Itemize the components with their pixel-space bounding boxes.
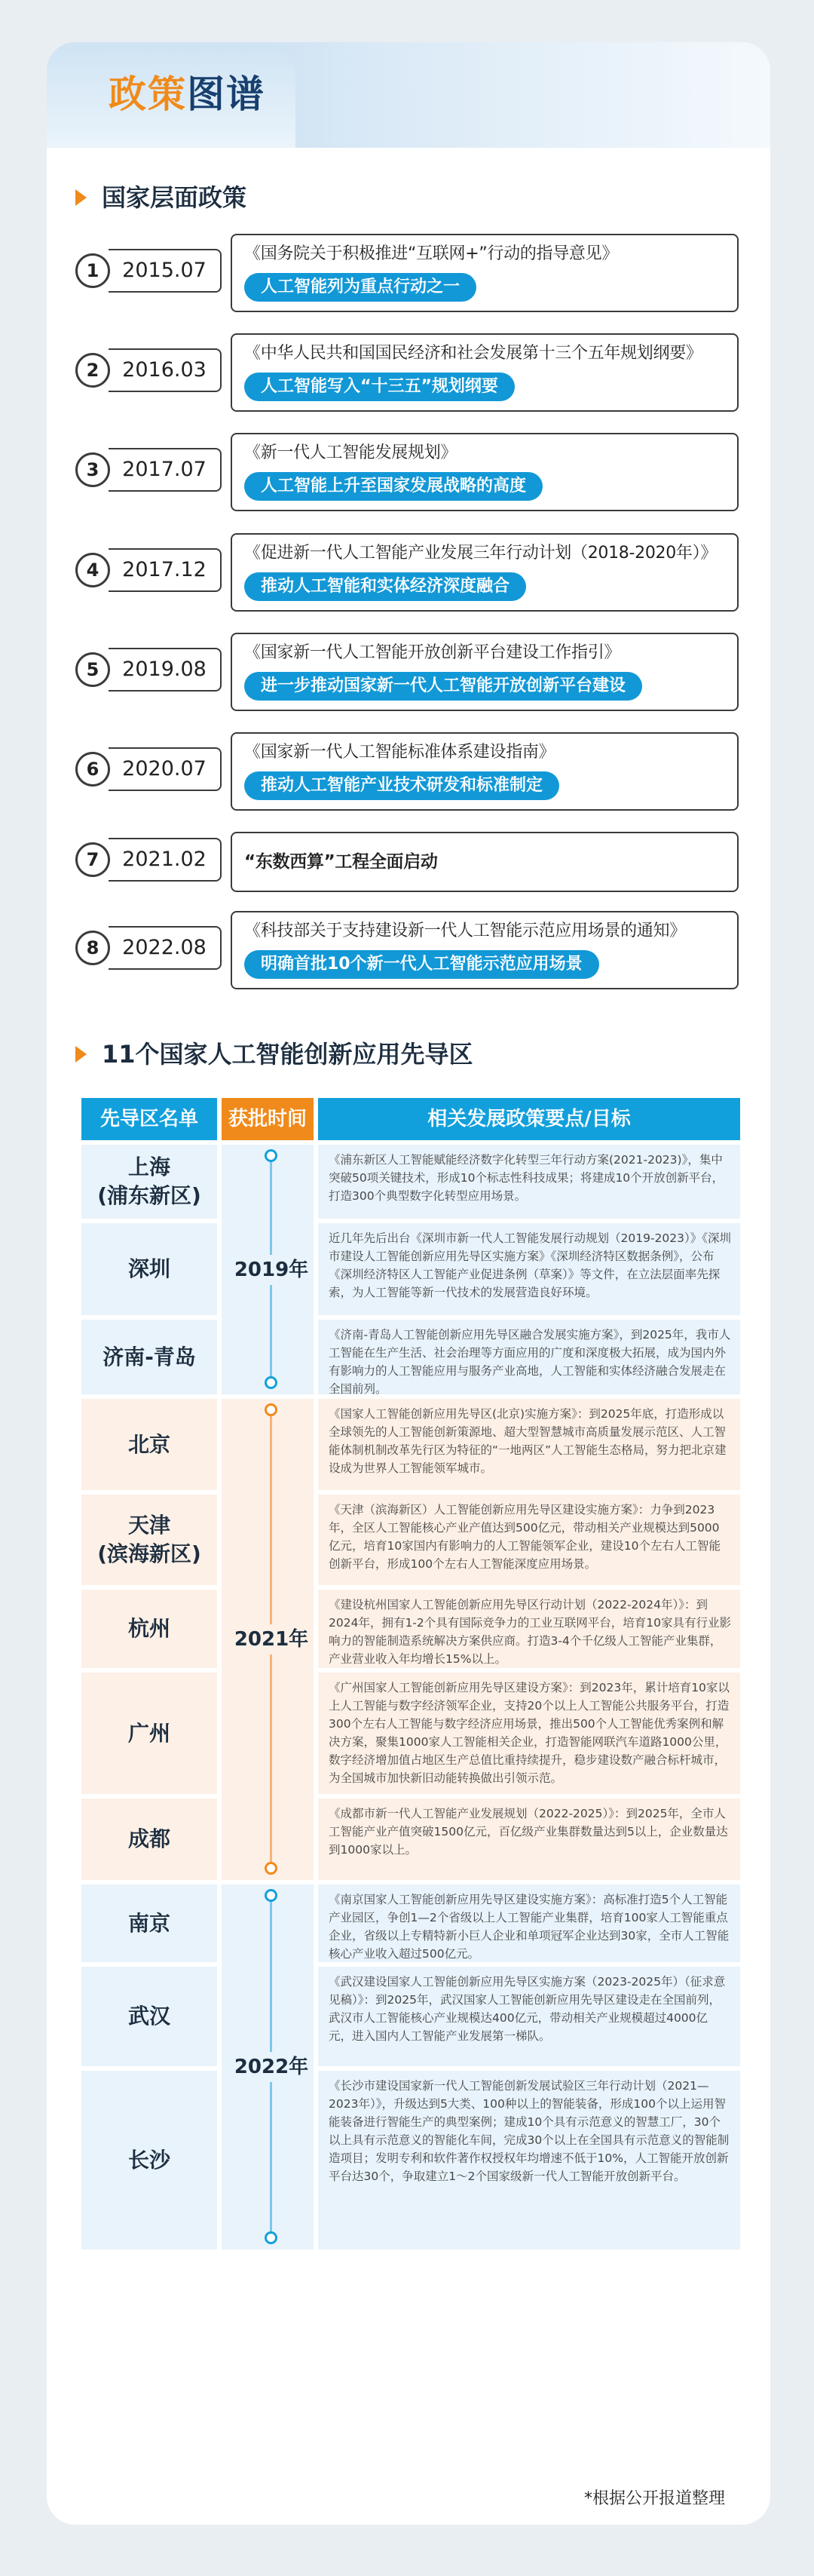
policy-item [75, 911, 739, 989]
policy-item [75, 234, 739, 312]
policy-number: 8 [75, 931, 110, 965]
policy-item [75, 732, 739, 811]
policy-document: 《促进新一代人工智能产业发展三年行动计划（2018-2020年）》 [244, 544, 718, 563]
policy-number: 6 [75, 752, 110, 787]
zone-name: 北京 [81, 1399, 217, 1490]
zone-name: 杭州 [81, 1590, 217, 1668]
timeline-dot [265, 1403, 277, 1416]
policy-document: 《国家新一代人工智能标准体系建设指南》 [244, 743, 555, 762]
timeline-dot [265, 1376, 277, 1389]
policy-tag: 人工智能上升至国家发展战略的高度 [244, 472, 543, 501]
approval-year: 2021年 [234, 1624, 309, 1654]
policy-date: 2019.08 [109, 648, 222, 692]
approval-year: 2022年 [234, 2052, 309, 2082]
zone-policy-text: 《济南-青岛人工智能创新应用先导区融合发展实施方案》，到2025年，我市人工智能在生产生活、社会治理等方面应用的广度和深度极大拓展，成为国内外有影响力的人工智能应用与服务产业高地，人工智能和实体经济融合发展走在全国前列。 [318, 1320, 740, 1394]
timeline-dot [265, 1149, 277, 1162]
zone-name: 武汉 [81, 1967, 217, 2066]
section-title-zones: 11个国家人工智能创新应用先导区 [75, 1039, 473, 1069]
zone-name: 上海 (浦东新区) [81, 1145, 217, 1219]
zone-policy-text: 《广州国家人工智能创新应用先导区建设方案》：到2023年，累计培育10家以上人工智能与数字经济领军企业，支持20个以上人工智能公共服务平台，打造300个左右人工智能与数字经济应用场景，推出500个人工智能优秀案例和解决方案，聚集1000家人工智能相关企业，打造智能网联汽车道路1000公里，数字经济增加值占地区生产总值比重持续提升，稳步建设数产融合标杆城市，为全国城市加快新旧动能转换做出引领示范。 [318, 1673, 740, 1794]
timeline-dot [265, 1889, 277, 1902]
zone-policy-text: 《建设杭州国家人工智能创新应用先导区行动计划（2022-2024年）》：到2024年，拥有1-2个具有国际竞争力的工业互联网平台，培育10家具有行业影响力的智能制造系统解决方案供应商。打造3-4个千亿级人工智能产业集群，产业营业收入年均增长15%以上。 [318, 1590, 740, 1668]
zone-policy-text: 《浦东新区人工智能赋能经济数字化转型三年行动方案(2021-2023)》，集中突破50项关键技术，形成10个标志性科技成果；将建成10个开放创新平台，打造300个典型数字化转型应用场景。 [318, 1145, 740, 1219]
approval-year: 2019年 [234, 1255, 309, 1285]
page-title: 政策图谱 [109, 72, 265, 116]
policy-number: 4 [75, 553, 110, 587]
policy-tag: 明确首批10个新一代人工智能示范应用场景 [244, 950, 599, 979]
zone-name: 深圳 [81, 1223, 217, 1315]
policy-document: 《中华人民共和国国民经济和社会发展第十三个五年规划纲要》 [244, 344, 702, 363]
policy-item [75, 832, 739, 892]
zone-policy-text: 《南京国家人工智能创新应用先导区建设实施方案》：高标准打造5个人工智能产业园区，争创1—2个省级以上人工智能产业集群，培育100家人工智能重点企业，省级以上专精特新小巨人企业和单项冠军企业达到30家，全市人工智能核心产业收入超过500亿元。 [318, 1884, 740, 1962]
policy-number: 7 [75, 842, 110, 877]
policy-number: 2 [75, 353, 110, 388]
zone-policy-text: 《长沙市建设国家新一代人工智能创新发展试验区三年行动计划（2021—2023年）》，升级达到5大类、100种以上的智能装备，形成100个以上运用智能装备进行智能生产的典型案例；建成10个具有示范意义的智慧工厂，30个以上具有示范意义的智能化车间，完成30个以上在全国具有示范意义的智能制造项目；发明专利和软件著作权授权年均增速不低于10%，人工智能开放创新平台达30个，争取建立1～2个国家级新一代人工智能开放创新平台。 [318, 2071, 740, 2249]
zone-policy-text: 近几年先后出台《深圳市新一代人工智能发展行动规划（2019-2023）》《深圳市建设人工智能创新应用先导区实施方案》《深圳经济特区数据条例》，公布《深圳经济特区人工智能产业促进条例（草案）》等文件，在立法层面率先探索，为人工智能等新一代技术的发展营造良好环境。 [318, 1223, 740, 1315]
policy-box [231, 732, 739, 811]
policy-date: 2021.02 [109, 838, 222, 882]
zone-policy-text: 《武汉建设国家人工智能创新应用先导区实施方案（2023-2025年）（征求意见稿）》：到2025年，武汉国家人工智能创新应用先导区建设走在全国前列，武汉市人工智能核心产业规模达400亿元，带动相关产业规模超过4000亿元，进入国内人工智能产业发展第一梯队。 [318, 1967, 740, 2066]
policy-box [231, 911, 739, 989]
policy-item [75, 433, 739, 511]
policy-number: 1 [75, 253, 110, 288]
triangle-icon [75, 1046, 87, 1063]
policy-box [231, 333, 739, 412]
policy-document: 《国家新一代人工智能开放创新平台建设工作指引》 [244, 643, 621, 662]
zone-name: 济南-青岛 [81, 1320, 217, 1394]
policy-box [231, 633, 739, 711]
policy-date: 2022.08 [109, 926, 222, 970]
policy-tag: 进一步推动国家新一代人工智能开放创新平台建设 [244, 672, 642, 701]
policy-item [75, 633, 739, 711]
col-header-time: 获批时间 [222, 1098, 314, 1140]
zone-policy-text: 《天津（滨海新区）人工智能创新应用先导区建设实施方案》：力争到2023年，全区人工智能核心产业产值达到500亿元，带动相关产业规模达到5000亿元，培育10家国内有影响力的人工智能领军企业，建设10个左右人工智能创新平台，形成100个左右人工智能深度应用场景。 [318, 1495, 740, 1585]
policy-tag: 推动人工智能产业技术研发和标准制定 [244, 771, 559, 800]
policy-number: 3 [75, 452, 110, 487]
policy-date: 2017.12 [109, 548, 222, 592]
policy-box [231, 832, 739, 892]
policy-tag: 人工智能写入“十三五”规划纲要 [244, 373, 515, 401]
zone-policy-text: 《国家人工智能创新应用先导区(北京)实施方案》：到2025年底，打造形成以全球领先的人工智能创新策源地、超大型智慧城市高质量发展示范区、人工智能体制机制改革先行区为特征的“一地两区”人工智能生态格局，努力把北京建设成为世界人工智能领军城市。 [318, 1399, 740, 1490]
policy-date: 2017.07 [109, 448, 222, 492]
policy-document: 《科技部关于支持建设新一代人工智能示范应用场景的通知》 [244, 922, 686, 940]
zone-name: 长沙 [81, 2071, 217, 2249]
zone-name: 成都 [81, 1799, 217, 1880]
policy-box [231, 433, 739, 511]
timeline-dot [265, 1862, 277, 1875]
policy-tag: 人工智能列为重点行动之一 [244, 273, 476, 302]
policy-number: 5 [75, 652, 110, 687]
source-note: *根据公开报道整理 [583, 2489, 725, 2508]
policy-date: 2020.07 [109, 747, 222, 791]
zone-name: 广州 [81, 1673, 217, 1794]
timeline-dot [265, 2231, 277, 2244]
pilot-zone-table [81, 1098, 740, 2452]
zone-name: 天津 (滨海新区) [81, 1495, 217, 1585]
policy-tag: 推动人工智能和实体经济深度融合 [244, 572, 526, 601]
policy-item [75, 333, 739, 412]
section-title-national: 国家层面政策 [75, 182, 246, 213]
policy-box [231, 234, 739, 312]
policy-document: “东数西算”工程全面启动 [244, 852, 438, 872]
col-header-policy: 相关发展政策要点/目标 [318, 1098, 740, 1140]
policy-date: 2015.07 [109, 249, 222, 293]
policy-document: 《国务院关于积极推进“互联网+”行动的指导意见》 [244, 244, 619, 263]
col-header-zone: 先导区名单 [81, 1098, 217, 1140]
triangle-icon [75, 189, 87, 206]
zone-name: 南京 [81, 1884, 217, 1962]
policy-item [75, 533, 739, 612]
policy-box [231, 533, 739, 612]
policy-date: 2016.03 [109, 348, 222, 392]
zone-policy-text: 《成都市新一代人工智能产业发展规划（2022-2025）》：到2025年，全市人工智能产业产值突破1500亿元，百亿级产业集群数量达到5以上，企业数量达到1000家以上。 [318, 1799, 740, 1880]
policy-document: 《新一代人工智能发展规划》 [244, 443, 457, 462]
